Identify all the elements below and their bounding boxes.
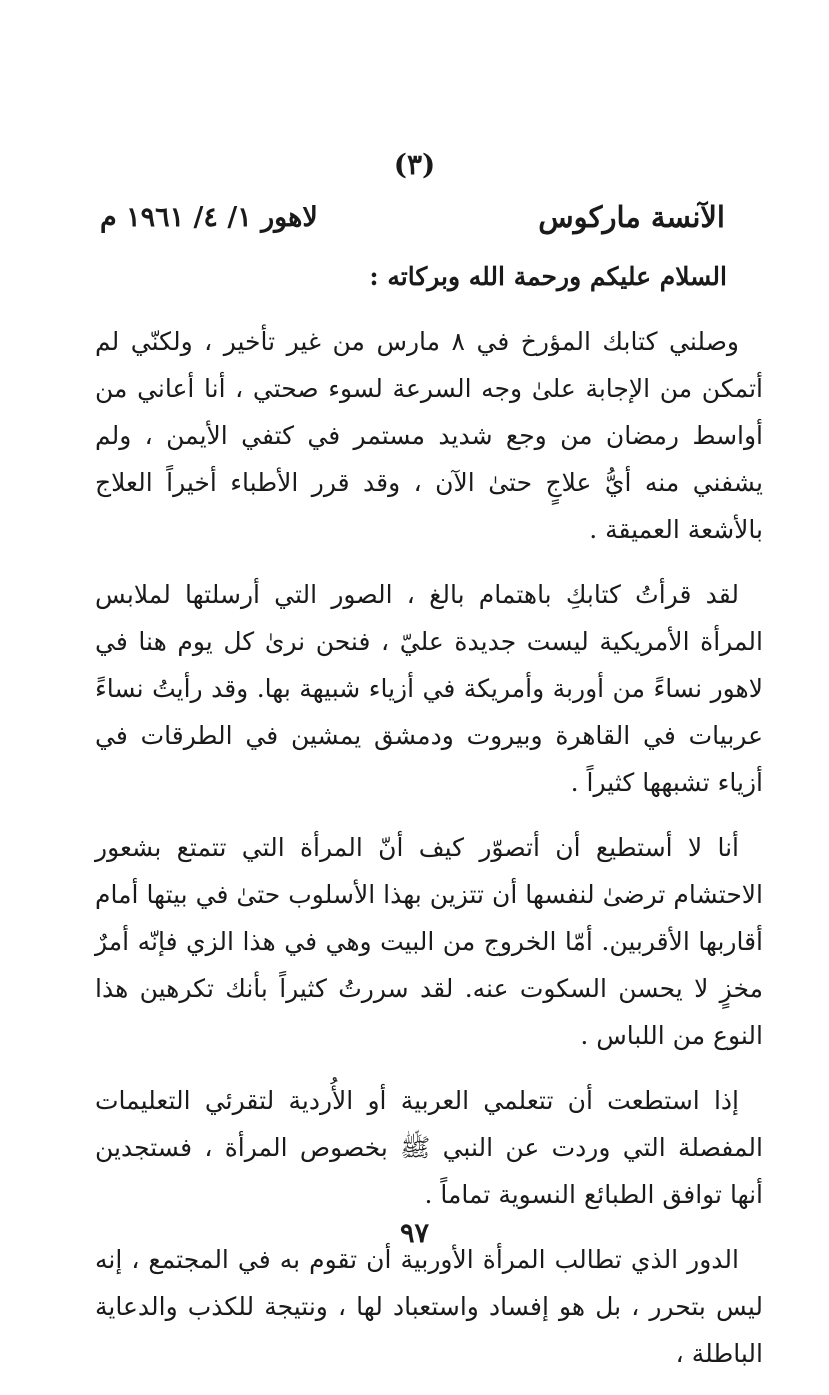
recipient-name: الآنسة ماركوس xyxy=(538,200,725,234)
greeting: السلام عليكم ورحمة الله وبركاته : xyxy=(369,262,727,291)
paragraph: الدور الذي تطالب المرأة الأوربية أن تقوم به في المجتمع ، إنه ليس بتحرر ، بل هو إفساد واستعباد لها ، ونتيجة للكذب والدعاية الباطلة ، xyxy=(95,1245,763,1368)
place-date: لاهور ١/ ٤/ ١٩٦١ م xyxy=(100,202,318,233)
paragraph: إذا استطعت أن تتعلمي العربية أو الأُردية لتقرئي التعليمات المفصلة التي وردت عن النبي ﷺ بخصوص المرأة ، فستجدين أنها توافق الطبائع النسوية تماماً . xyxy=(95,1086,763,1209)
letter-number: (٣) xyxy=(393,148,436,181)
paragraph: وصلني كتابك المؤرخ في ٨ مارس من غير تأخير ، ولكنّي لم أتمكن من الإجابة علىٰ وجه السرعة لسوء صحتي ، أنا أعاني من أواسط رمضان من وجع شديد مستمر في كتفي الأيمن ، ولم يشفني منه أيُّ علاجٍ حتىٰ الآن ، وقد قرر الأطباء أخيراً العلاج بالأشعة العميقة . xyxy=(95,327,763,544)
page-number: ٩٧ xyxy=(399,1218,429,1249)
paragraph: أنا لا أستطيع أن أتصوّر كيف أنّ المرأة التي تتمتع بشعور الاحتشام ترضىٰ لنفسها أن تتزين بهذا الأسلوب حتىٰ في بيتها أمام أقاربها الأقربين. أمّا الخروج من البيت وهي في هذا الزي فإنّه أمرٌ مخزٍ لا يحسن السكوت عنه. لقد سررتُ كثيراً بأنك تكرهين هذا النوع من اللباس . xyxy=(95,833,763,1050)
paragraph: لقد قرأتُ كتابكِ باهتمام بالغ ، الصور التي أرسلتها لملابس المرأة الأمريكية ليست جديدة عليّ ، فنحن نرىٰ كل يوم هنا في لاهور نساءً من أوربة وأمريكة في أزياء شبيهة بها. وقد رأيتُ نساءً عربيات في القاهرة وبيروت ودمشق يمشين في الطرقات في أزياء تشبهها كثيراً . xyxy=(95,580,763,797)
letter-header xyxy=(100,200,725,250)
